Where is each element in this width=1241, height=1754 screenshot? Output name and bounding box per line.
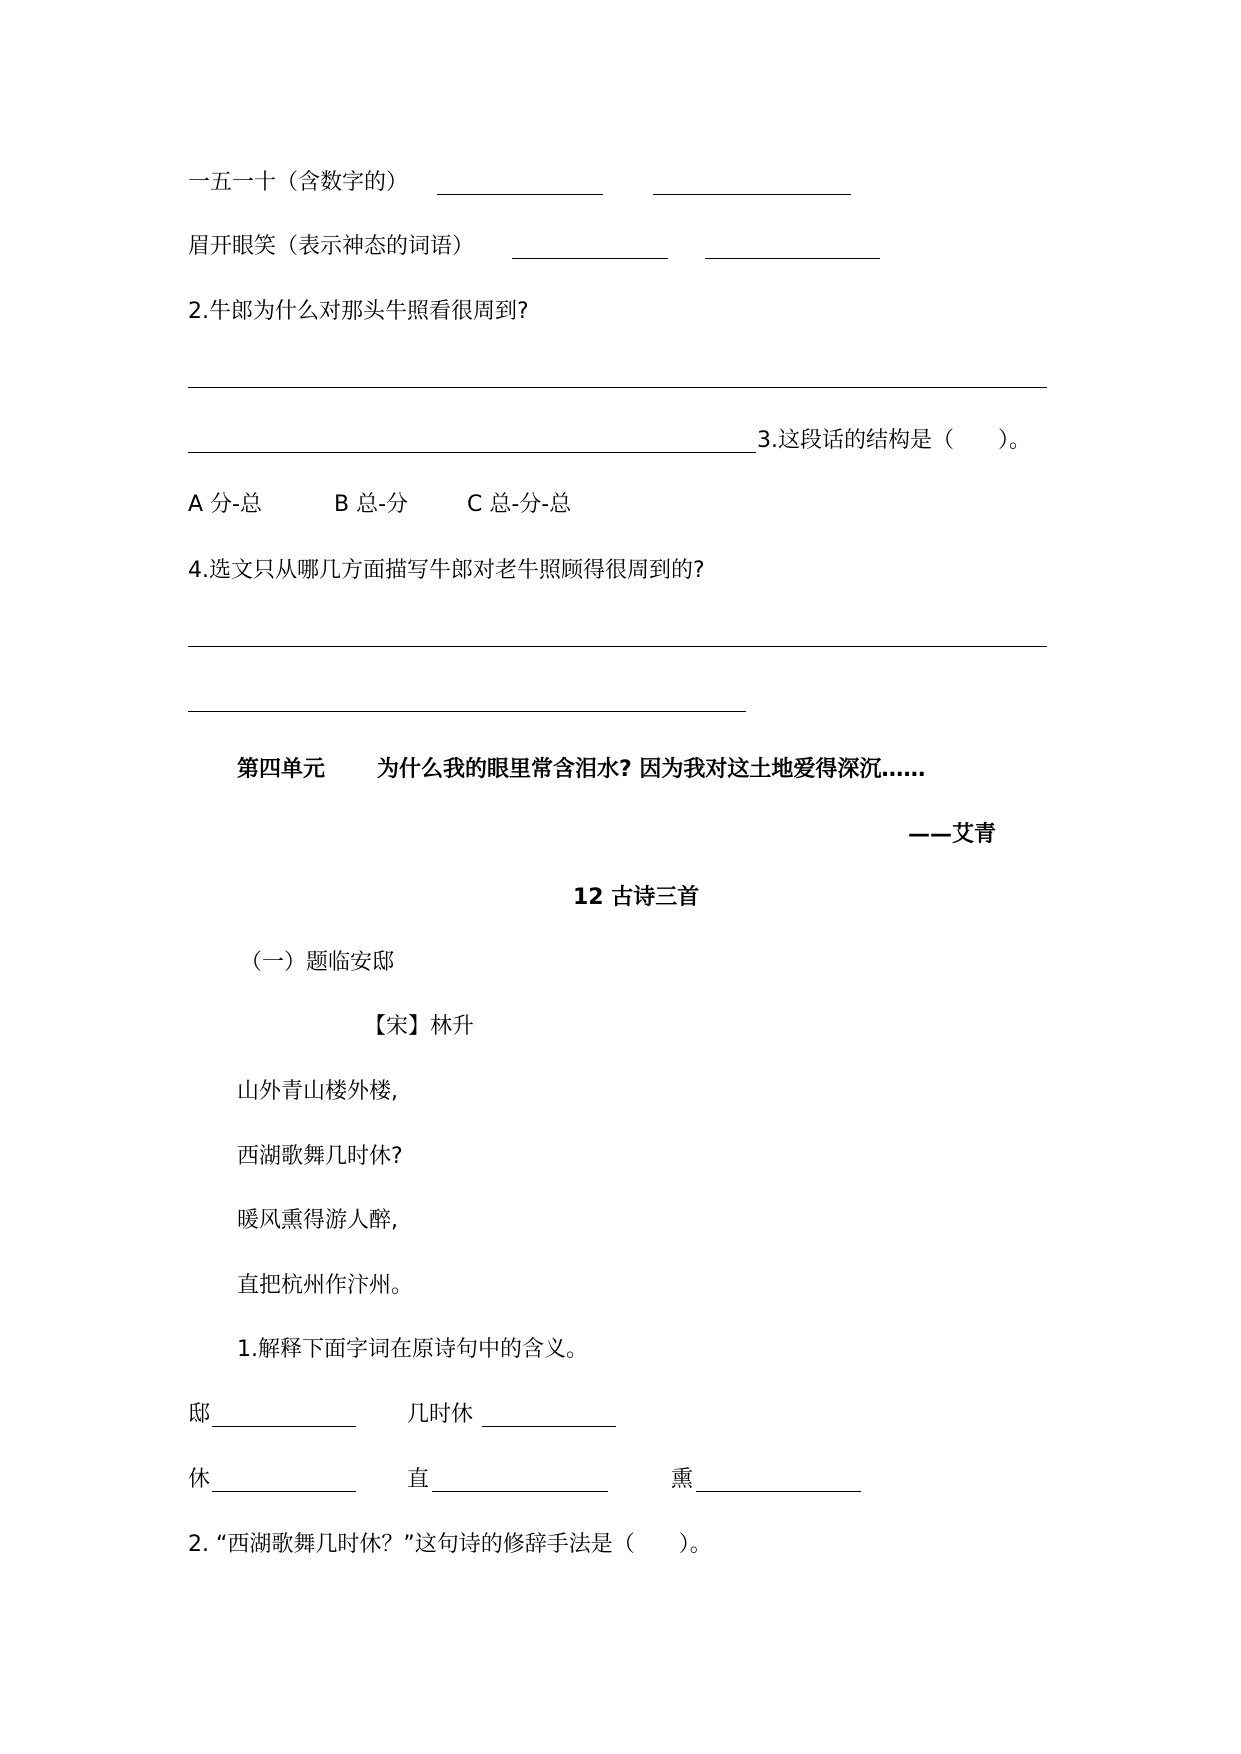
answer-line[interactable]	[188, 428, 756, 453]
lesson-title: 12 古诗三首	[573, 885, 700, 910]
quote-author: ——艾青	[908, 822, 997, 847]
answer-blank[interactable]	[512, 234, 668, 259]
q3-option-b: B 总-分	[334, 492, 409, 517]
term: 几时休	[407, 1402, 474, 1427]
answer-blank[interactable]	[705, 234, 880, 259]
exercise-2: 2. “西湖歌舞几时休？”这句诗的修辞手法是（ ）。	[188, 1532, 712, 1557]
unit-quote: 为什么我的眼里常含泪水? 因为我对这土地爱得深沉……	[377, 757, 926, 782]
poem-line: 直把杭州作汴州。	[237, 1273, 414, 1298]
answer-line[interactable]	[188, 622, 1047, 647]
question-3: 3.这段话的结构是（ ）。	[757, 428, 1031, 453]
answer-blank[interactable]	[437, 170, 603, 195]
answer-blank[interactable]	[432, 1467, 608, 1492]
question-4: 4.选文只从哪几方面描写牛郎对老牛照顾得很周到的?	[188, 558, 705, 583]
poem-section: （一）题临安邸	[240, 950, 395, 975]
answer-blank[interactable]	[212, 1402, 356, 1427]
word: 眉开眼笑	[188, 234, 277, 259]
exercise-1-prompt: 1.解释下面字词在原诗句中的含义。	[237, 1337, 588, 1362]
unit-label: 第四单元	[237, 757, 326, 782]
poem-line: 山外青山楼外楼,	[237, 1079, 398, 1104]
question-2: 2.牛郎为什么对那头牛照看很周到?	[188, 299, 529, 324]
answer-blank[interactable]	[696, 1467, 861, 1492]
word: 一五一十	[188, 170, 277, 195]
term: 直	[407, 1467, 430, 1492]
q3-option-a: A 分-总	[188, 492, 262, 517]
term: 熏	[671, 1467, 694, 1492]
poem-line: 暖风熏得游人醉,	[237, 1208, 398, 1233]
hint: （表示神态的词语）	[276, 234, 475, 259]
q1-line-1	[188, 168, 408, 198]
answer-blank[interactable]	[653, 170, 851, 195]
term: 邸	[188, 1402, 211, 1427]
poem-author: 【宋】林升	[364, 1014, 475, 1039]
q1-line-2	[188, 232, 474, 262]
q3-option-c: C 总-分-总	[467, 492, 572, 517]
poem-line: 西湖歌舞几时休?	[237, 1144, 403, 1169]
answer-line[interactable]	[188, 687, 746, 712]
hint: （含数字的）	[276, 170, 409, 195]
answer-blank[interactable]	[482, 1402, 616, 1427]
answer-blank[interactable]	[212, 1467, 356, 1492]
term: 休	[188, 1467, 211, 1492]
answer-line[interactable]	[188, 363, 1047, 388]
